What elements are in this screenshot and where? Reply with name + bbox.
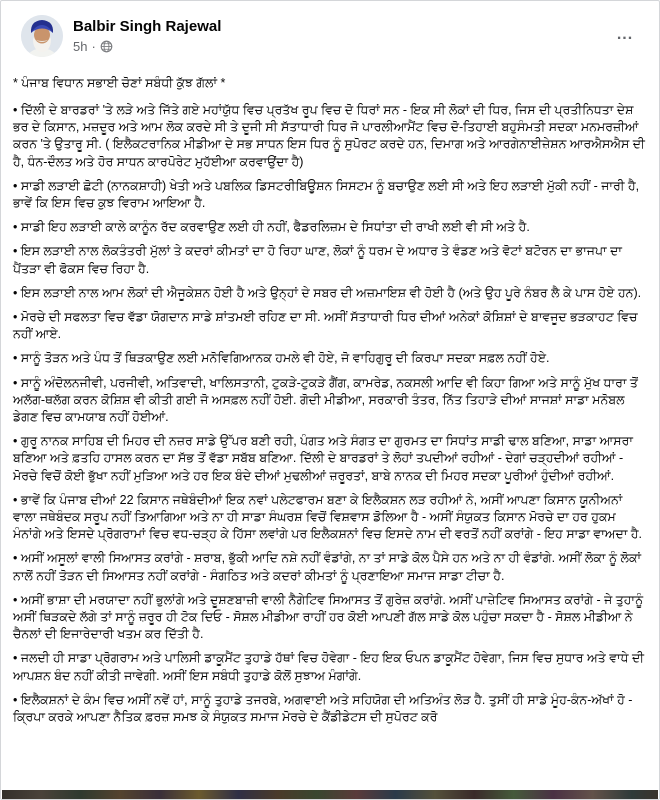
post-options-button[interactable] (609, 23, 641, 47)
post-paragraph: • ਜਲਦੀ ਹੀ ਸਾਡਾ ਪ੍ਰੋਗਰਾਮ ਅਤੇ ਪਾਲਿਸੀ ਡਾਕੂਮੈਂਟ ਤੁਹਾਡੇ ਹੱਥਾਂ ਵਿਚ ਹੋਵੇਗਾ - ਇਹ ਇਕ ਓਪਨ ਡਾਕੂਮੈਂਟ ਹੋਵੇਗਾ, ਜਿਸ ਵਿਚ ਸੁਧਾਰ ਅਤੇ ਵਾਧੇ ਦੀ ਆਪਸ਼ਨ ਬੰਦ ਨਹੀਂ ਕੀਤੀ ਜਾਵੇਗੀ. ਅਸੀਂ ਇਸ ਸਬੰਧੀ ਤੁਹਾਡੇ ਕੋਲੋਂ ਸੁਝਾਅ ਮੰਗਾਂਗੇ. (13, 651, 644, 683)
post-header (1, 1, 659, 63)
post-paragraph: • ਸਾਨੂੰ ਤੋੜਨ ਅਤੇ ਪੰਧ ਤੋਂ ਥਿੜਕਾਉਣ ਲਈ ਮਨੋਵਿਗਿਆਨਕ ਹਮਲੇ ਵੀ ਹੋਏ, ਜੋ ਵਾਹਿਗੁਰੂ ਦੀ ਕਿਰਪਾ ਸਦਕਾ ਸਫ਼ਲ ਨਹੀਂ ਹੋਏ. (13, 351, 550, 366)
post-body (1, 63, 659, 726)
post-paragraph: • ਦਿੱਲੀ ਦੇ ਬਾਰਡਰਾਂ 'ਤੇ ਲੜੇ ਅਤੇ ਜਿੱਤੇ ਗਏ ਮਹਾਂਯੁੱਧ ਵਿਚ ਪ੍ਰਤੱਖ ਰੂਪ ਵਿਚ ਦੋ ਧਿਰਾਂ ਸਨ - ਇਕ ਸੀ ਲੋਕਾਂ ਦੀ ਧਿਰ, ਜਿਸ ਦੀ ਪ੍ਰਤੀਨਿਧਤਾ ਦੇਸ਼ ਭਰ ਦੇ ਕਿਸਾਨ, ਮਜ਼ਦੂਰ ਅਤੇ ਆਮ ਲੋਕ ਕਰਦੇ ਸੀ ਤੇ ਦੂਜੀ ਸੀ ਸੱਤਾਧਾਰੀ ਧਿਰ ਜੋ ਪਾਰਲੀਆਮੈਂਟ ਵਿਚ ਦੋ-ਤਿਹਾਈ ਬਹੁਸੰਮਤੀ ਸਦਕਾ ਮਨਮਰਜ਼ੀਆਂ ਕਰਨ 'ਤੇ ਉਤਾਰੂ ਸੀ. ( ਇਲੈਕਟਰਾਨਿਕ ਮੀਡੀਆ ਦੇ ਸਭ ਸਾਧਨ ਇਸ ਧਿਰ ਨੂੰ ਸੁਪੋਰਟ ਕਰਦੇ ਹਨ, ਦਿਮਾਗ ਅਤੇ ਆਰਗੇਨਾਈਜ਼ੇਸ਼ਨ ਆਰਐਸਐਸ ਦੀ ਹੈ, ਧੰਨ-ਦੌਲਤ ਅਤੇ ਹੋਰ ਸਾਧਨ ਕਾਰਪੋਰੇਟ ਮੁਹੱਈਆ ਕਰਵਾਉਂਦਾ ਹੈ) (13, 103, 645, 169)
photo-attachment-edge[interactable] (2, 790, 658, 799)
post-paragraph: • ਇਸ ਲੜਾਈ ਨਾਲ ਲੋਕਤੰਤਰੀ ਮੁੱਲਾਂ ਤੇ ਕਦਰਾਂ ਕੀਮਤਾਂ ਦਾ ਹੋ ਰਿਹਾ ਘਾਣ, ਲੋਕਾਂ ਨੂੰ ਧਰਮ ਦੇ ਅਧਾਰ ਤੇ ਵੰਡਣ ਅਤੇ ਵੋਟਾਂ ਬਟੋਰਨ ਦਾ ਭਾਜਪਾ ਦਾ ਪੈਂਤੜਾ ਵੀ ਫੋਕਸ ਵਿਚ ਰਿਹਾ ਹੈ. (13, 244, 622, 276)
post-paragraph: • ਸਾਡੀ ਲੜਾਈ ਛੋਟੀ (ਨਾਨਕਸ਼ਾਹੀ) ਖੇਤੀ ਅਤੇ ਪਬਲਿਕ ਡਿਸਟਰੀਬਿਊਸ਼ਨ ਸਿਸਟਮ ਨੂੰ ਬਚਾਉਣ ਲਈ ਸੀ ਅਤੇ ਇਹ ਲੜਾਈ ਮੁੱਕੀ ਨਹੀਂ - ਜਾਰੀ ਹੈ, ਭਾਵੇਂ ਕਿ ਇਸ ਵਿਚ ਕੁਝ ਵਿਰਾਮ ਆਇਆ ਹੈ. (13, 178, 640, 211)
post-paragraph: • ਇਸ ਲੜਾਈ ਨਾਲ ਆਮ ਲੋਕਾਂ ਦੀ ਐਜੂਕੇਸ਼ਨ ਹੋਈ ਹੈ ਅਤੇ ਉਨ੍ਹਾਂ ਦੇ ਸਬਰ ਦੀ ਅਜ਼ਮਾਇਸ਼ ਵੀ ਹੋਈ ਹੈ (ਅਤੇ ਉਹ ਪੂਰੇ ਨੰਬਰ ਲੈ ਕੇ ਪਾਸ ਹੋਏ ਹਨ). (13, 285, 642, 300)
post-timestamp-link[interactable]: 5h (73, 39, 88, 54)
post-header-meta (73, 15, 221, 55)
post-paragraph: • ਇਲੈਕਸ਼ਨਾਂ ਦੇ ਕੰਮ ਵਿਚ ਅਸੀਂ ਨਵੇਂ ਹਾਂ, ਸਾਨੂੰ ਤੁਹਾਡੇ ਤਜਰਬੇ, ਅਗਵਾਈ ਅਤੇ ਸਹਿਯੋਗ ਦੀ ਅਤਿਅੰਤ ਲੋੜ ਹੈ. ਤੁਸੀਂ ਹੀ ਸਾਡੇ ਮੂੰਹ-ਕੰਨ-ਅੱਖਾਂ ਹੋ - ਕ੍ਰਿਪਾ ਕਰਕੇ ਆਪਣਾ ਨੈਤਿਕ ਫ਼ਰਜ਼ ਸਮਝ ਕੇ ਸੰਯੁਕਤ ਸਮਾਜ ਮੋਰਚੇ ਦੇ ਕੈਂਡੀਡੇਟਸ ਦੀ ਸੁਪੋਰਟ ਕਰੋ (13, 692, 633, 725)
post-text-block (13, 102, 647, 726)
post-paragraph: • ਸਾਡੀ ਇਹ ਲੜਾਈ ਕਾਲੇ ਕਾਨੂੰਨ ਰੱਦ ਕਰਵਾਉਣ ਲਈ ਹੀ ਨਹੀਂ, ਫੈਡਰਲਿਜ਼ਮ ਦੇ ਸਿਧਾਂਤਾ ਦੀ ਰਾਖੀ ਲਈ ਵੀ ਸੀ ਅਤੇ ਹੈ. (13, 220, 530, 235)
ellipsis-icon: ... (616, 26, 634, 43)
avatar-portrait-icon (21, 15, 63, 57)
post-paragraph: • ਅਸੀਂ ਅਸੂਲਾਂ ਵਾਲੀ ਸਿਆਸਤ ਕਰਾਂਗੇ - ਸ਼ਰਾਬ, ਭੁੱਕੀ ਆਦਿ ਨਸ਼ੇ ਨਹੀਂ ਵੰਡਾਂਗੇ, ਨਾ ਤਾਂ ਸਾਡੇ ਕੋਲ ਪੈਸੇ ਹਨ ਅਤੇ ਨਾ ਹੀ ਵੰਡਾਂਗੇ. ਅਸੀਂ ਲੋਕਾ ਨੂੰ ਲੋਕਾਂ ਨਾਲੋਂ ਨਹੀਂ ਤੋੜਨ ਦੀ ਸਿਆਸਤ ਨਹੀਂ ਕਰਾਂਗੇ - ਸੰਗਠਿਤ ਅਤੇ ਕਦਰਾਂ ਕੀਮਤਾਂ ਨੂੰ ਪ੍ਰਣਾਇਆ ਸਮਾਜ ਸਾਡਾ ਟੀਚਾ ਹੈ. (13, 551, 642, 583)
meta-dot-separator: · (91, 39, 96, 54)
post-paragraph: • ਭਾਵੇਂ ਕਿ ਪੰਜਾਬ ਦੀਆਂ 22 ਕਿਸਾਨ ਜਥੇਬੰਦੀਆਂ ਇਕ ਨਵਾਂ ਪਲੇਟਫਾਰਮ ਬਣਾ ਕੇ ਇਲੈਕਸ਼ਨ ਲੜ ਰਹੀਆਂ ਨੇ, ਅਸੀਂ ਆਪਣਾ ਕਿਸਾਨ ਯੂਨੀਅਨਾਂ ਵਾਲਾ ਜਥੇਬੰਦਕ ਸਰੂਪ ਨਹੀਂ ਤਿਆਗਿਆ ਅਤੇ ਨਾ ਹੀ ਸਾਡਾ ਸੰਘਰਸ਼ ਵਿਚੋਂ ਵਿਸ਼ਵਾਸ ਡੋਲਿਆ ਹੈ - ਅਸੀਂ ਸੰਯੁਕਤ ਕਿਸਾਨ ਮੋਰਚੇ ਦਾ ਹਰ ਹੁਕਮ ਮੰਨਾਂਗੇ ਅਤੇ ਇਸਦੇ ਪ੍ਰੋਗਰਾਮਾਂ ਵਿਚ ਵਧ-ਚੜ੍ਹ ਕੇ ਹਿੱਸਾ ਲਵਾਂਗੇ ਪਰ ਇਲੈਕਸ਼ਨਾਂ ਵਿਚ ਇਸਦੇ ਨਾਮ ਦੀ ਵਰਤੋਂ ਨਹੀਂ ਕਰਾਂਗੇ - ਇਹ ਸਾਡਾ ਵਾਅਦਾ ਹੈ. (13, 492, 643, 542)
post-paragraph: • ਮੋਰਚੇ ਦੀ ਸਫਲਤਾ ਵਿਚ ਵੱਡਾ ਯੋਗਦਾਨ ਸਾਡੇ ਸ਼ਾਂਤਮਈ ਰਹਿਣ ਦਾ ਸੀ. ਅਸੀਂ ਸੱਤਾਧਾਰੀ ਧਿਰ ਦੀਆਂ ਅਨੇਕਾਂ ਕੋਸ਼ਿਸ਼ਾਂ ਦੇ ਬਾਵਜੂਦ ਭੜਕਾਹਟ ਵਿਚ ਨਹੀਂ ਆਏ. (13, 310, 638, 342)
post-paragraph: • ਗੁਰੂ ਨਾਨਕ ਸਾਹਿਬ ਦੀ ਮਿਹਰ ਦੀ ਨਜ਼ਰ ਸਾਡੇ ਉੱਪਰ ਬਣੀ ਰਹੀ, ਪੰਗਤ ਅਤੇ ਸੰਗਤ ਦਾ ਗੁਰਮਤ ਦਾ ਸਿਧਾਂਤ ਸਾਡੀ ਢਾਲ ਬਣਿਆ, ਸਾਡਾ ਆਸਰਾ ਬਣਿਆ ਅਤੇ ਫ਼ਤਹਿ ਹਾਸਲ ਕਰਨ ਦਾ ਸੱਭ ਤੋਂ ਵੱਡਾ ਸਬੱਬ ਬਣਿਆ. ਦਿੱਲੀ ਦੇ ਬਾਰਡਰਾਂ ਤੇ ਲੋਹਾਂ ਤਪਦੀਆਂ ਰਹੀਆਂ - ਦੇਗਾਂ ਚੜ੍ਹਦੀਆਂ ਰਹੀਆਂ - ਮੋਰਚੇ ਵਿਚੋਂ ਕੋਈ ਭੁੱਖਾ ਨਹੀਂ ਮੁੜਿਆ ਅਤੇ ਹਰ ਇਕ ਬੰਦੇ ਦੀਆਂ ਮੁਢਲੀਆਂ ਜ਼ਰੂਰਤਾਂ, ਬਾਬੇ ਨਾਨਕ ਦੀ ਮਿਹਰ ਸਦਕਾ ਪੂਰੀਆਂ ਹੁੰਦੀਆਂ ਰਹੀਆਂ. (13, 434, 633, 483)
post-paragraph: • ਅਸੀਂ ਭਾਸ਼ਾ ਦੀ ਮਰਯਾਦਾ ਨਹੀਂ ਭੁਲਾਂਗੇ ਅਤੇ ਦੂਸ਼ਣਬਾਜ਼ੀ ਵਾਲੀ ਨੈਗੇਟਿਵ ਸਿਆਸਤ ਤੋਂ ਗੁਰੇਜ਼ ਕਰਾਂਗੇ. ਅਸੀਂ ਪਾਜ਼ੇਟਿਵ ਸਿਆਸਤ ਕਰਾਂਗੇ - ਜੇ ਤੁਹਾਨੂੰ ਅਸੀਂ ਥਿੜਕਦੇ ਲੱਗੇ ਤਾਂ ਸਾਨੂੰ ਜ਼ਰੂਰ ਹੀ ਟੋਕ ਦਿਓ - ਸੋਸ਼ਲ ਮੀਡੀਆ ਰਾਹੀਂ ਹਰ ਕੋਈ ਆਪਣੀ ਗੱਲ ਸਾਡੇ ਕੋਲ ਪਹੁੰਚਾ ਸਕਦਾ ਹੈ - ਸੋਸ਼ਲ ਮੀਡੀਆ ਨੇ ਚੈਨਲਾਂ ਦੀ ਇਜਾਰੇਦਾਰੀ ਖਤਮ ਕਰ ਦਿੱਤੀ ਹੈ. (13, 592, 644, 642)
globe-privacy-icon (100, 40, 113, 53)
author-avatar[interactable] (21, 15, 63, 57)
post-title: * ਪੰਜਾਬ ਵਿਧਾਨ ਸਭਾਈ ਚੋਣਾਂ ਸਬੰਧੀ ਕੁੱਝ ਗੱਲਾਂ * (13, 76, 226, 90)
author-name-link[interactable]: Balbir Singh Rajewal (73, 18, 222, 35)
post-meta-line (73, 38, 221, 55)
post-paragraph: • ਸਾਨੂੰ ਅੰਦੋਲਨਜੀਵੀ, ਪਰਜੀਵੀ, ਅਤਿਵਾਦੀ, ਖਾਲਿਸਤਾਨੀ, ਟੁਕੜੇ-ਟੁਕੜੇ ਗੈਂਗ, ਕਾਮਰੇਡ, ਨਕਸਲੀ ਆਦਿ ਵੀ ਕਿਹਾ ਗਿਆ ਅਤੇ ਸਾਨੂੰ ਮੁੱਖ ਧਾਰਾ ਤੋਂ ਅਲੱਗ-ਥਲੱਗ ਕਰਨ ਕੋਸ਼ਿਸ਼ ਵੀ ਕੀਤੀ ਗਈ ਜੋ ਅਸਫ਼ਲ ਨਹੀਂ ਹੋਈ. ਗੋਦੀ ਮੀਡੀਆ, ਸਰਕਾਰੀ ਤੰਤਰ, ਨਿੱਤ ਤਿਹਾੜੇ ਦੀਆਂ ਸਾਜਸ਼ਾਂ ਸਾਡਾ ਮਨੋਬਲ ਡੇਗਣ ਵਿਚ ਕਾਮਯਾਬ ਨਹੀਂ ਹੋਈਆਂ. (13, 375, 638, 425)
